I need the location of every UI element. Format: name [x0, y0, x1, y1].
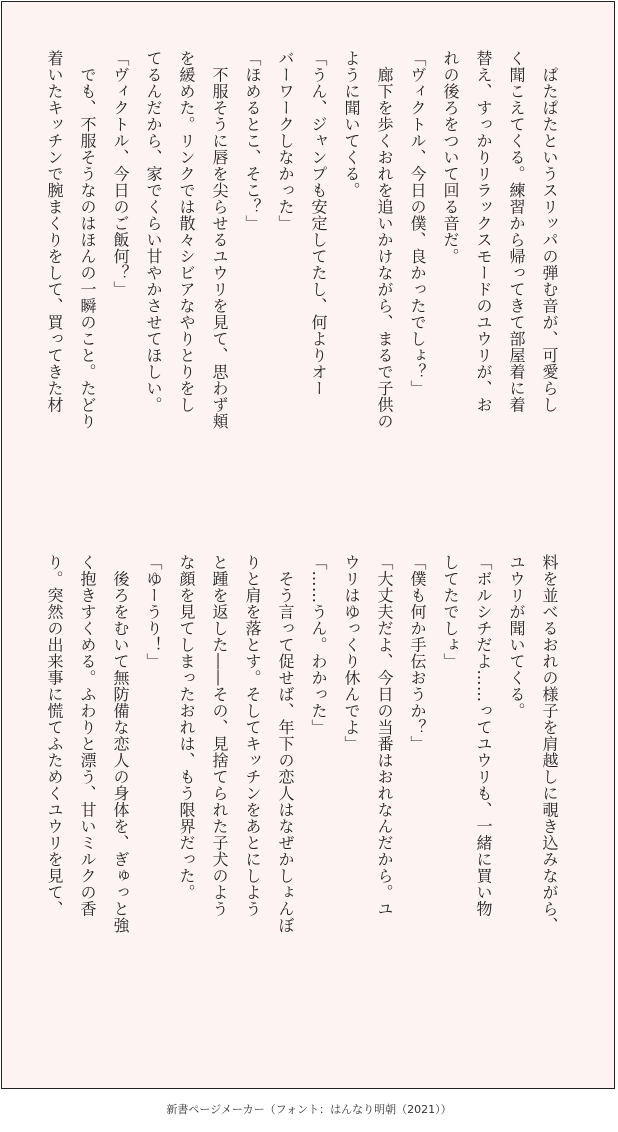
text-line: バーワークしなかった」	[276, 50, 295, 232]
text-line: 「ボルシチだよ……ってユウリも、一緒に買い物	[474, 554, 493, 917]
text-line: 替え、すっかりリラックスモードのユウリが、お	[474, 50, 493, 413]
text-line: りと肩を落とす。そしてキッチンをあとにしよう	[243, 554, 262, 917]
text-line: と踵を返した――その、見捨てられた子犬のよう	[210, 554, 229, 917]
text-line: ぱたぱたというスリッパの弾む音が、可愛らし	[540, 50, 559, 413]
text-line: 「ヴィクトル、今日のご飯何？」	[111, 50, 130, 298]
text-line: ように聞いてくる。	[342, 50, 361, 199]
text-line: でも、不服そうなのはほんの一瞬のこと。たどり	[78, 50, 97, 430]
text-line: 「ヴィクトル、今日の僕、良かったでしょ？」	[408, 50, 427, 397]
text-line: 料を並べるおれの様子を肩越しに覗き込みながら、	[540, 554, 559, 934]
page-caption: 新書ページメーカー（フォント：はんなり明朝（2021））	[166, 1103, 452, 1116]
text-line: り。突然の出来事に慌てふためくユウリを見て、	[45, 554, 64, 917]
text-line: れの後ろをついて回る音だ。	[441, 50, 460, 265]
text-line: を緩めた。リンクでは散々シビアなやりとりをし	[177, 50, 196, 413]
text-line: 廊下を歩くおれを追いかけながら、まるで子供の	[375, 50, 394, 430]
upper-text-block	[2, 50, 614, 550]
text-line: 「大丈夫だよ、今日の当番はおれなんだから。ユ	[375, 554, 394, 917]
text-line: 着いたキッチンで腕まくりをして、買ってきた材	[45, 50, 64, 413]
text-line: 「ほめるとこ、そこ？」	[243, 50, 262, 232]
text-line: 不服そうに唇を尖らせるユウリを見て、思わず頬	[210, 50, 229, 430]
upper-vertical-text	[38, 50, 566, 550]
text-line: してたでしょ」	[441, 554, 460, 670]
text-line: く聞こえてくる。練習から帰ってきて部屋着に着	[507, 50, 526, 413]
text-line: 「ゆーうり！」	[144, 554, 163, 670]
book-page	[1, 1, 615, 1089]
lower-text-block	[2, 554, 614, 1054]
text-line: ユウリが聞いてくる。	[507, 554, 526, 719]
text-line: そう言って促せば、年下の恋人はなぜかしょんぼ	[276, 554, 295, 934]
text-line: ウリはゆっくり休んでよ」	[342, 554, 361, 752]
text-line: 「……うん。わかった」	[309, 554, 328, 736]
text-line: な顔を見てしまったおれは、もう限界だった。	[177, 554, 196, 901]
lower-vertical-text	[38, 554, 566, 1054]
text-line: 後ろをむいて無防備な恋人の身体を、ぎゅっと強	[111, 554, 130, 934]
text-line: てるんだから、家でくらい甘やかさせてほしい。	[144, 50, 163, 413]
text-line: 「僕も何か手伝おうか？」	[408, 554, 427, 752]
text-line: く抱きすくめる。ふわりと漂う、甘いミルクの香	[78, 554, 97, 917]
text-line: 「うん、ジャンプも安定してたし、何よりオー	[309, 50, 328, 397]
